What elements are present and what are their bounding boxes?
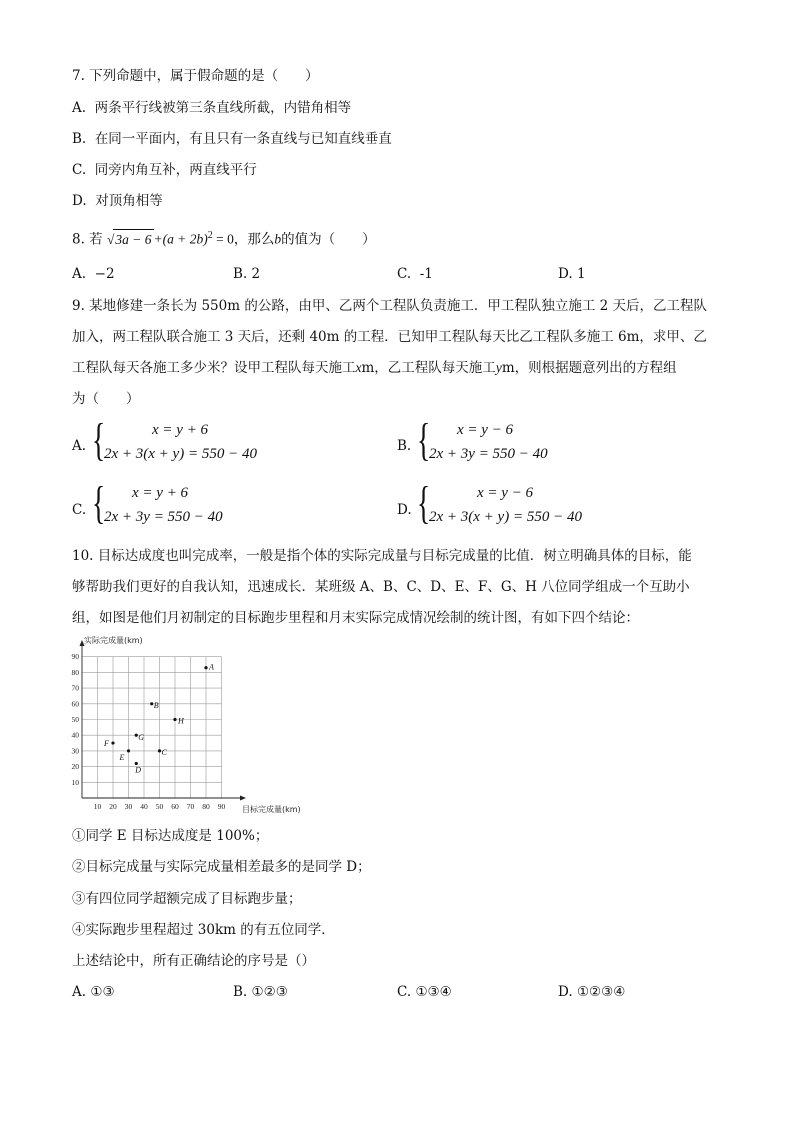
q8-option-d: D. 1 xyxy=(558,266,586,282)
q10-conclusion-1: ①同学 E 目标达成度是 100%； xyxy=(72,828,269,844)
q7-option-d: D. 对顶角相等 xyxy=(72,193,163,209)
q9-option-d-label: D. xyxy=(397,502,412,518)
chart-grid xyxy=(82,657,222,798)
q9-line-4: 为（ ） xyxy=(72,391,140,407)
q10-ask: 上述结论中，所有正确结论的序号是（） xyxy=(72,953,315,969)
q9-c-eq2: 2x + 3y = 550 − 40 xyxy=(104,509,223,525)
q9-line-3: 工程队每天各施工多少米？设甲工程队每天施工xm，乙工程队每天施工ym，则根据题意列出的方程组 xyxy=(72,360,677,376)
q9-option-a-label: A. xyxy=(72,438,87,454)
q8-sqrt: √3a − 6 xyxy=(107,232,154,247)
y-tick-label: 20 xyxy=(71,762,79,772)
q10-option-b: B. ①②③ xyxy=(233,984,288,1000)
chart-x-axis-label: 目标完成量(km) xyxy=(242,805,301,814)
q9-line-1: 9. 某地修建一条长为 550m 的公路，由甲、乙两个工程队负责施工．甲工程队独立施工 2 天后，乙工程队 xyxy=(72,298,707,314)
point-label-c: C xyxy=(161,747,167,757)
x-tick-label: 60 xyxy=(171,802,179,811)
chart-ticks xyxy=(72,652,226,811)
point-label-g: G xyxy=(138,733,145,743)
q9-b-eq1: x = y − 6 xyxy=(457,422,514,438)
y-tick-label: 10 xyxy=(71,777,79,787)
q9-d-eq2: 2x + 3(x + y) = 550 − 40 xyxy=(429,509,582,525)
q10-line-1: 10. 目标达成度也叫完成率，一般是指个体的实际完成量与目标完成量的比值．树立明确具体的目标，能 xyxy=(72,548,692,564)
y-tick-label: 90 xyxy=(71,652,79,662)
point-label-h: H xyxy=(178,716,184,726)
q8-exponent: 2 xyxy=(207,230,213,241)
q10-option-c: C. ①③④ xyxy=(397,984,452,1000)
q9-a-eq2: 2x + 3(x + y) = 550 − 40 xyxy=(104,446,257,462)
q9-c-eq1: x = y + 6 xyxy=(132,485,189,501)
x-tick-label: 30 xyxy=(124,802,133,811)
x-tick-label: 90 xyxy=(217,802,226,811)
q7-option-a: A. 两条平行线被第三条直线所截，内错角相等 xyxy=(72,100,352,116)
x-axis-arrow xyxy=(240,796,246,801)
point-e xyxy=(127,749,130,752)
point-label-b: B xyxy=(153,700,159,710)
y-tick-label: 60 xyxy=(71,699,79,709)
point-label-d: D xyxy=(135,765,142,775)
q8-middle: +(a + 2b) xyxy=(153,231,208,247)
q10-line-3: 组，如图是他们月初制定的目标跑步里程和月末实际完成情况绘制的统计图，有如下四个结论： xyxy=(72,610,639,626)
y-tick-label: 40 xyxy=(71,730,79,740)
x-tick-label: 10 xyxy=(93,802,102,811)
chart-points xyxy=(103,663,214,775)
x-tick-label: 70 xyxy=(186,802,195,811)
q10-option-a: A. ①③ xyxy=(72,984,115,1000)
y-tick-label: 80 xyxy=(71,667,79,677)
brace-glyph: { xyxy=(417,414,431,465)
q9-b-eq2: 2x + 3y = 550 − 40 xyxy=(429,446,548,462)
x-tick-label: 20 xyxy=(109,802,117,811)
q10-conclusion-2: ②目标完成量与实际完成量相差最多的是同学 D； xyxy=(72,859,371,875)
q9-option-b-label: B. xyxy=(397,438,412,454)
x-tick-label: 80 xyxy=(202,802,210,811)
q10-line-2: 够帮助我们更好的自我认知，迅速成长．某班级 A、B、C、D、E、F、G、H 八位同学组成一个互助小 xyxy=(72,579,690,595)
q8-option-c: C. -1 xyxy=(397,266,433,282)
point-label-a: A xyxy=(209,662,214,672)
point-label-e: E xyxy=(119,752,125,762)
brace-glyph: { xyxy=(417,477,431,528)
point-label-f: F xyxy=(104,739,109,749)
q10-conclusion-4: ④实际跑步里程超过 30km 的有五位同学． xyxy=(72,922,335,938)
q7-option-c: C. 同旁内角互补，两直线平行 xyxy=(72,162,257,178)
x-tick-label: 50 xyxy=(155,802,164,811)
q9-option-c-label: C. xyxy=(72,502,87,518)
brace-glyph: { xyxy=(92,477,106,528)
q8-option-b: B. 2 xyxy=(233,266,261,282)
scatter-chart xyxy=(62,632,312,814)
point-f xyxy=(111,741,114,744)
y-tick-label: 50 xyxy=(71,715,79,724)
q7-option-b: B. 在同一平面内，有且只有一条直线与已知直线垂直 xyxy=(72,131,392,147)
q9-d-eq1: x = y − 6 xyxy=(477,485,534,501)
q10-option-d: D. ①②③④ xyxy=(558,984,626,1000)
x-tick-label: 40 xyxy=(140,802,148,811)
q8-option-a: A. −2 xyxy=(72,266,115,282)
q8-stem: 8. 若 $√3a - 6 +(a + 2b)^2 = 0$，那么b的值为（ ） xyxy=(72,230,376,248)
brace-glyph: { xyxy=(92,414,106,465)
y-tick-label: 70 xyxy=(71,683,79,693)
q9-line-2: 加入，两工程队联合施工 3 天后，还剩 40m 的工程．已知甲工程队每天比乙工程队多施工 6m，求甲、乙 xyxy=(72,329,707,345)
q7-stem: 7. 下列命题中，属于假命题的是（ ） xyxy=(72,68,319,84)
chart-axes xyxy=(80,640,247,801)
q9-a-eq1: x = y + 6 xyxy=(152,422,209,438)
y-tick-label: 30 xyxy=(71,746,79,756)
point-h xyxy=(173,718,176,721)
point-a xyxy=(204,666,207,669)
chart-y-axis-label: 实际完成量(km) xyxy=(84,636,143,645)
q10-conclusion-3: ③有四位同学超额完成了目标跑步量； xyxy=(72,891,302,907)
